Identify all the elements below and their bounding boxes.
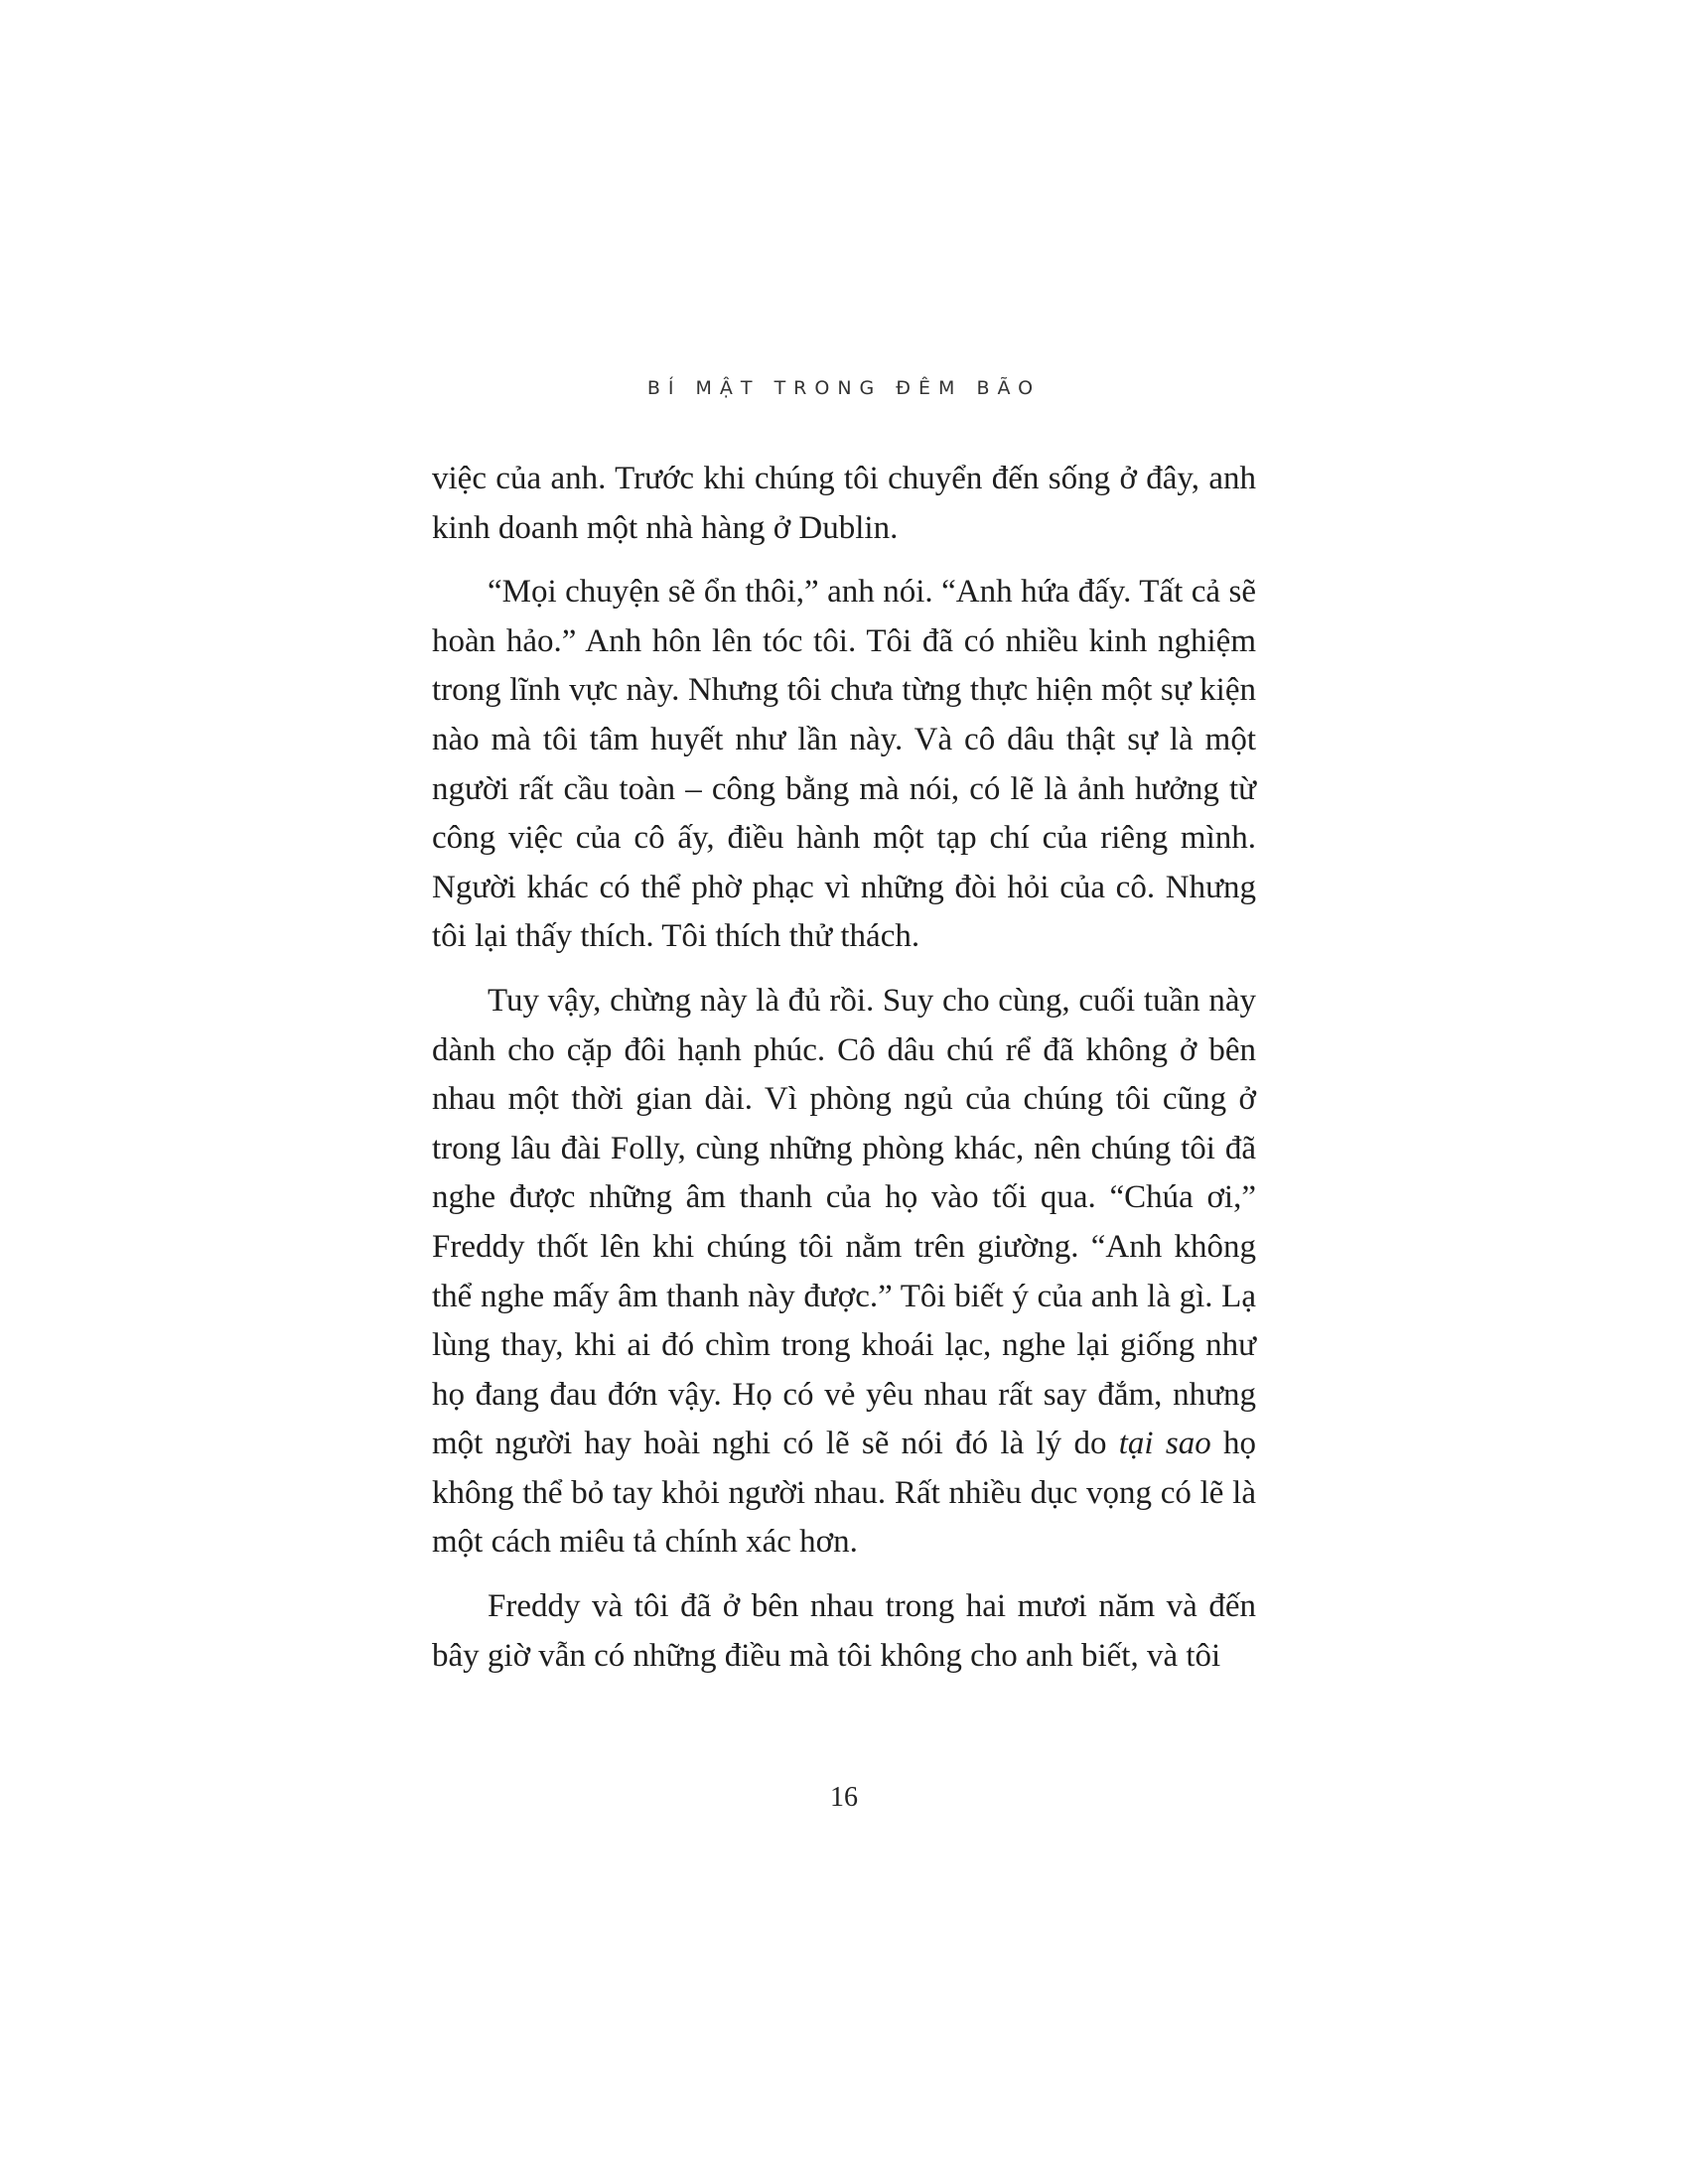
paragraph-3-text-before-italic: Tuy vậy, chừng này là đủ rồi. Suy cho cùng, cuối tuần này dành cho cặp đôi hạnh phúc. Cô dâu chú rể đã không ở bên nhau một thời gian dài. Vì phòng ngủ của chúng tôi cũng ở trong lâu đài Folly, cùng những phòng khác, nên chúng tôi đã nghe được những âm thanh của họ vào tối qua. “Chúa ơi,” Freddy thốt lên khi chúng tôi nằm trên giường. “Anh không thể nghe mấy âm thanh này được.” Tôi biết ý của anh là gì. Lạ lùng thay, khi ai đó chìm trong khoái lạc, nghe lại giống như họ đang đau đớn vậy. Họ có vẻ yêu nhau rất say đắm, nhưng một người hay hoài nghi có lẽ sẽ nói đó là lý do	[432, 982, 1256, 1462]
paragraph-4: Freddy và tôi đã ở bên nhau trong hai mươi năm và đến bây giờ vẫn có những điều mà tôi không cho anh biết, và tôi	[432, 1588, 1256, 1674]
paragraph-2: “Mọi chuyện sẽ ổn thôi,” anh nói. “Anh hứa đấy. Tất cả sẽ hoàn hảo.” Anh hôn lên tóc tôi. Tôi đã có nhiều kinh nghiệm trong lĩnh vực này. Nhưng tôi chưa từng thực hiện một sự kiện nào mà tôi tâm huyết như lần này. Và cô dâu thật sự là một người rất cầu toàn – công bằng mà nói, có lẽ là ảnh hưởng từ công việc của cô ấy, điều hành một tạp chí của riêng mình. Người khác có thể phờ phạc vì những đòi hỏi của cô. Nhưng tôi lại thấy thích. Tôi thích thử thách.	[432, 574, 1256, 955]
paragraph-3-italic-emphasis: tại sao	[1118, 1426, 1211, 1462]
running-head: BÍ MẬT TRONG ĐÊM BÃO	[646, 377, 1042, 399]
body-text	[432, 455, 1256, 1696]
page-number: 16	[830, 1782, 858, 1813]
paragraph-3-text-after-italic: họ không thể bỏ tay khỏi người nhau. Rất nhiều dục vọng có lẽ là một cách miêu tả chính xác hơn.	[432, 1426, 1257, 1561]
paragraph-3	[432, 977, 1256, 1568]
paragraph-1: việc của anh. Trước khi chúng tôi chuyển đến sống ở đây, anh kinh doanh một nhà hàng ở Dublin.	[432, 461, 1256, 546]
